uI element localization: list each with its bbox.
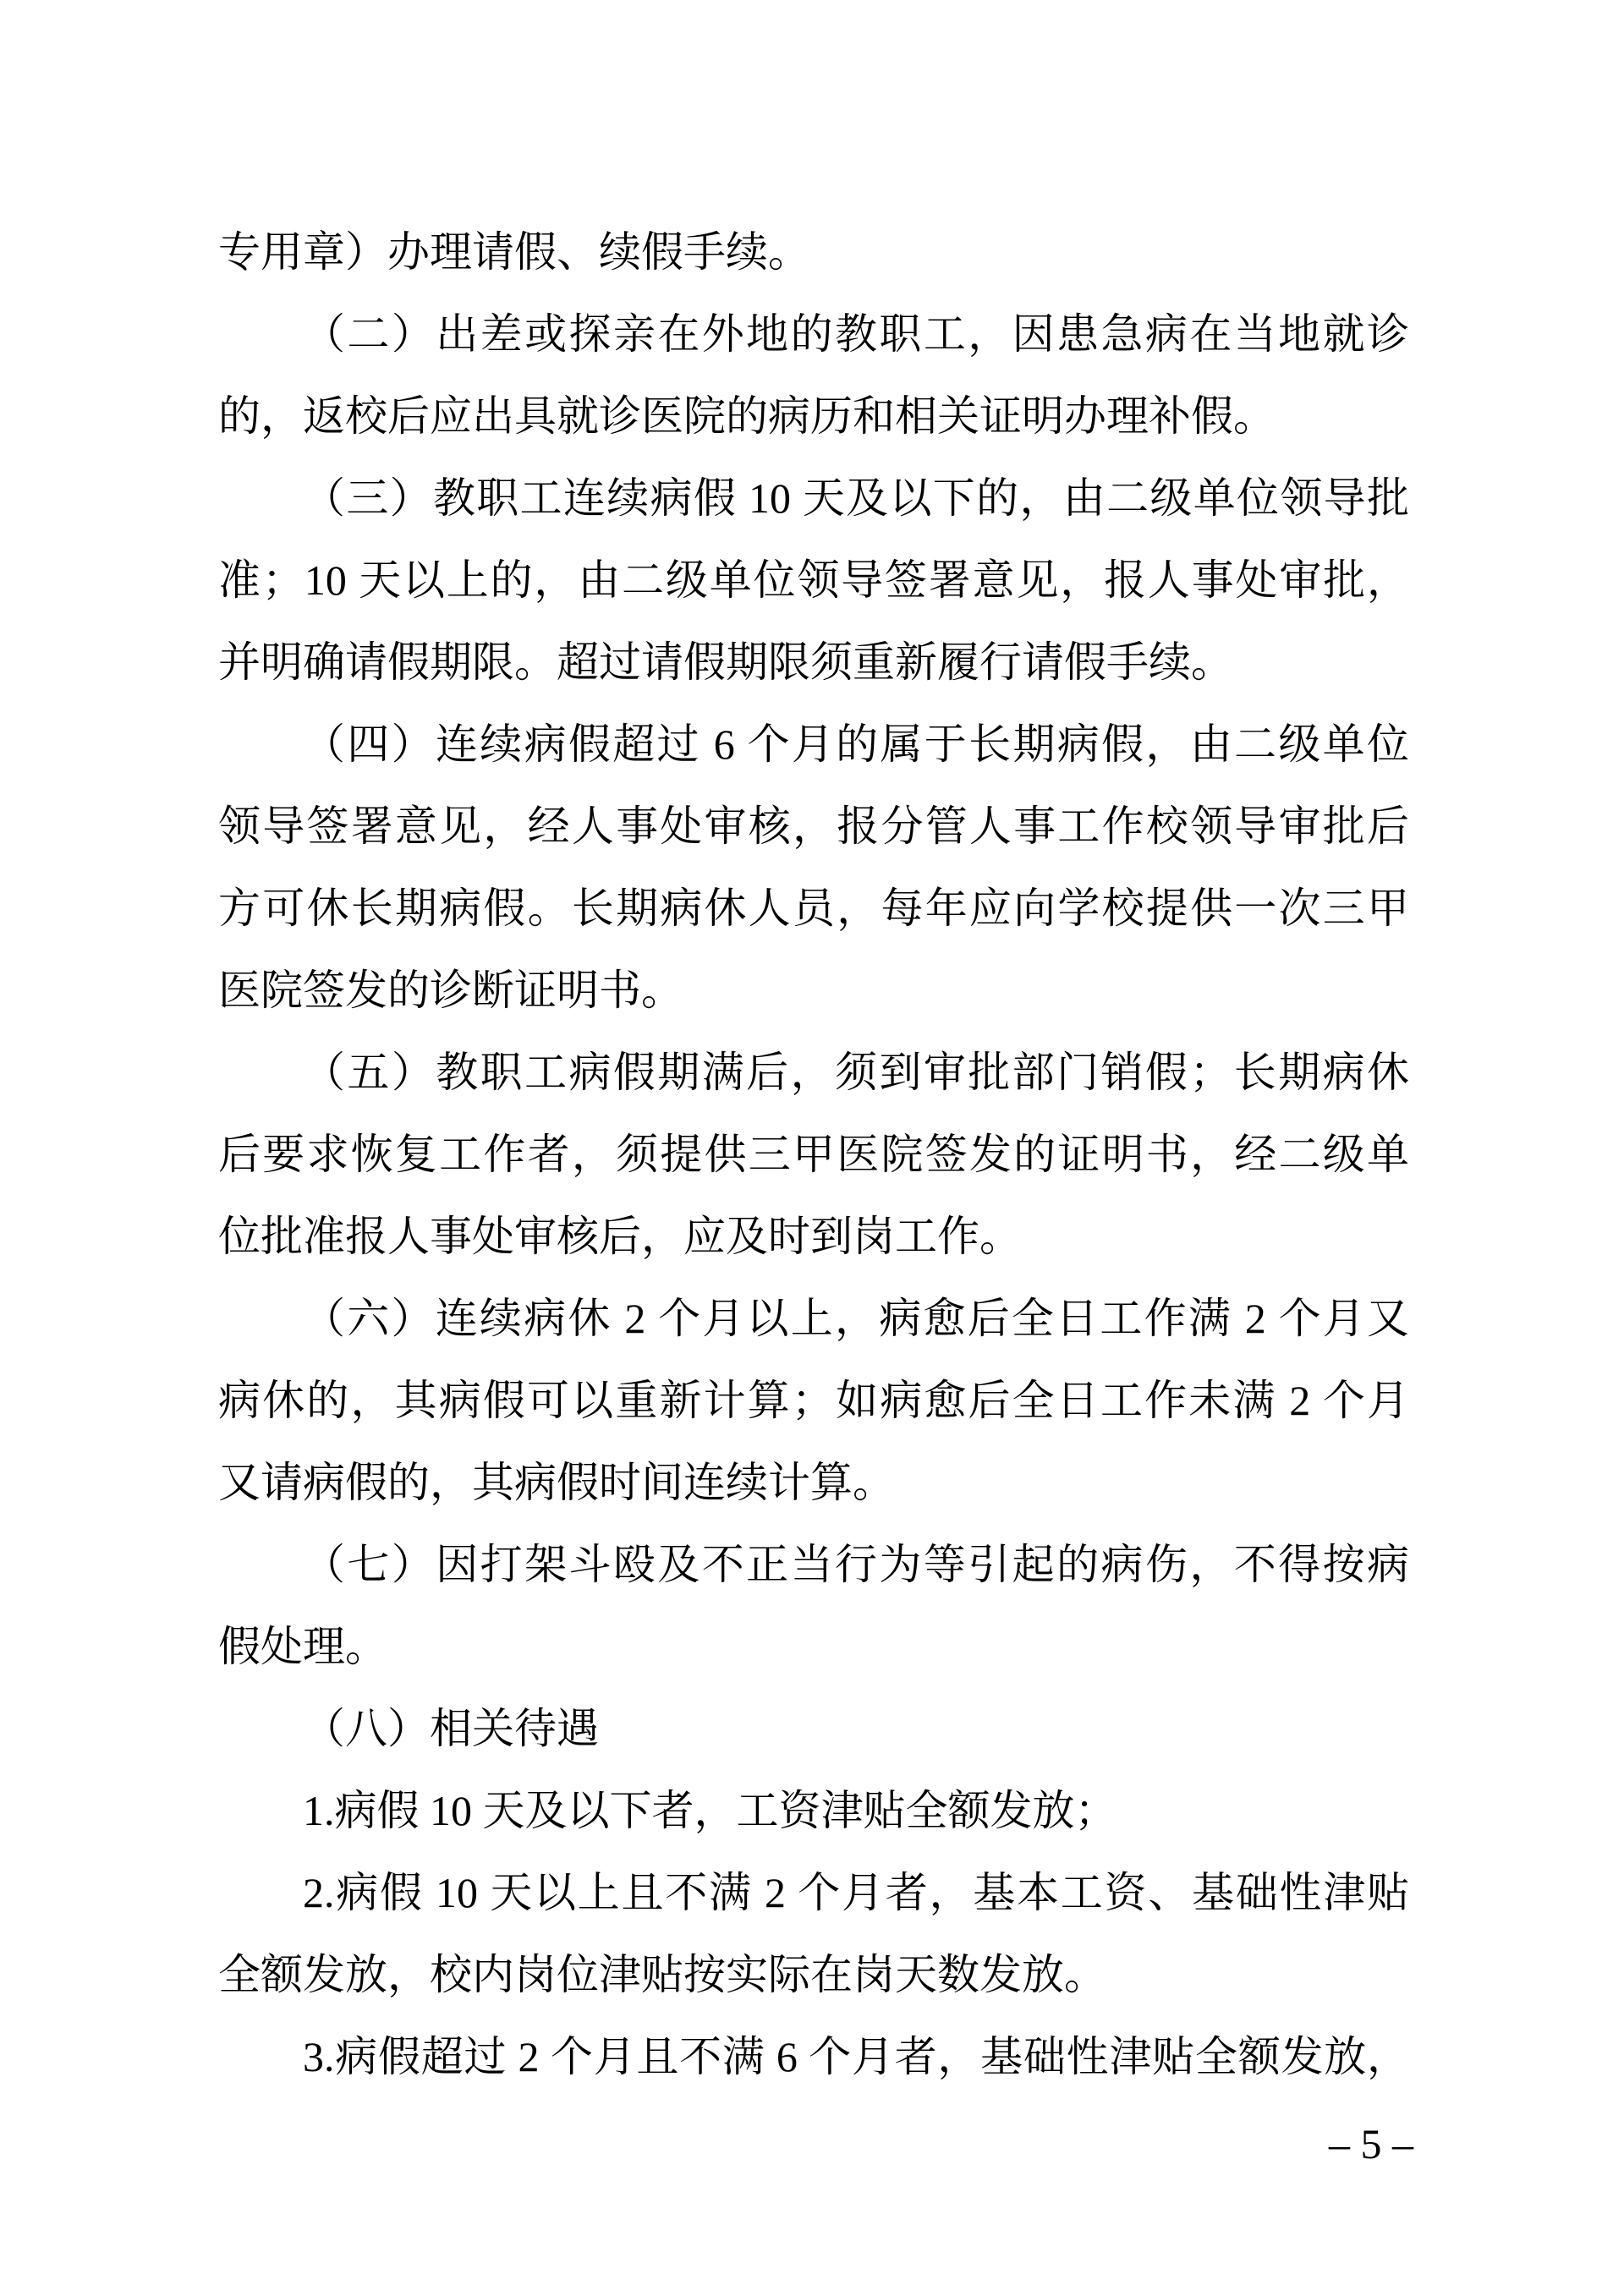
text-line: （五）教职工病假期满后，须到审批部门销假；长期病休 <box>303 1049 1409 1096</box>
text-line: 方可休长期病假。长期病休人员，每年应向学校提供一次三甲 <box>218 885 1409 932</box>
document-body <box>218 211 1409 2098</box>
text-line: 3.病假超过 2 个月且不满 6 个月者，基础性津贴全额发放， <box>303 2033 1409 2080</box>
text-line: （四）连续病假超过 6 个月的属于长期病假，由二级单位 <box>303 721 1409 768</box>
text-line: （六）连续病休 2 个月以上，病愈后全日工作满 2 个月又 <box>303 1295 1409 1342</box>
text-line: 领导签署意见，经人事处审核，报分管人事工作校领导审批后 <box>218 803 1409 850</box>
text-line: 后要求恢复工作者，须提供三甲医院签发的证明书，经二级单 <box>218 1131 1409 1178</box>
text-line: （二）出差或探亲在外地的教职工，因患急病在当地就诊 <box>303 310 1409 358</box>
text-line: 1.病假 10 天及以下者，工资津贴全额发放； <box>303 1787 1117 1834</box>
text-line: 病休的，其病假可以重新计算；如病愈后全日工作未满 2 个月 <box>218 1377 1409 1424</box>
text-line: （三）教职工连续病假 10 天及以下的，由二级单位领导批 <box>303 474 1409 522</box>
text-line: 并明确请假期限。超过请假期限须重新履行请假手续。 <box>218 638 1233 686</box>
text-line: 假处理。 <box>218 1623 387 1670</box>
text-line: 又请病假的，其病假时间连续计算。 <box>218 1459 895 1506</box>
text-line: 位批准报人事处审核后，应及时到岗工作。 <box>218 1213 1022 1260</box>
page-number: – 5 – <box>1329 2120 1413 2167</box>
text-line: 专用章）办理请假、续假手续。 <box>218 228 810 276</box>
text-line: （七）因打架斗殴及不正当行为等引起的病伤，不得按病 <box>303 1541 1409 1588</box>
text-line: 2.病假 10 天以上且不满 2 个月者，基本工资、基础性津贴 <box>303 1869 1409 1916</box>
text-line: 的，返校后应出具就诊医院的病历和相关证明办理补假。 <box>218 392 1276 440</box>
text-line: （八）相关待遇 <box>303 1705 599 1752</box>
text-line: 准；10 天以上的，由二级单位领导签署意见，报人事处审批， <box>218 556 1409 604</box>
text-line: 医院签发的诊断证明书。 <box>218 967 683 1014</box>
text-line: 全额发放，校内岗位津贴按实际在岗天数发放。 <box>218 1951 1106 1998</box>
